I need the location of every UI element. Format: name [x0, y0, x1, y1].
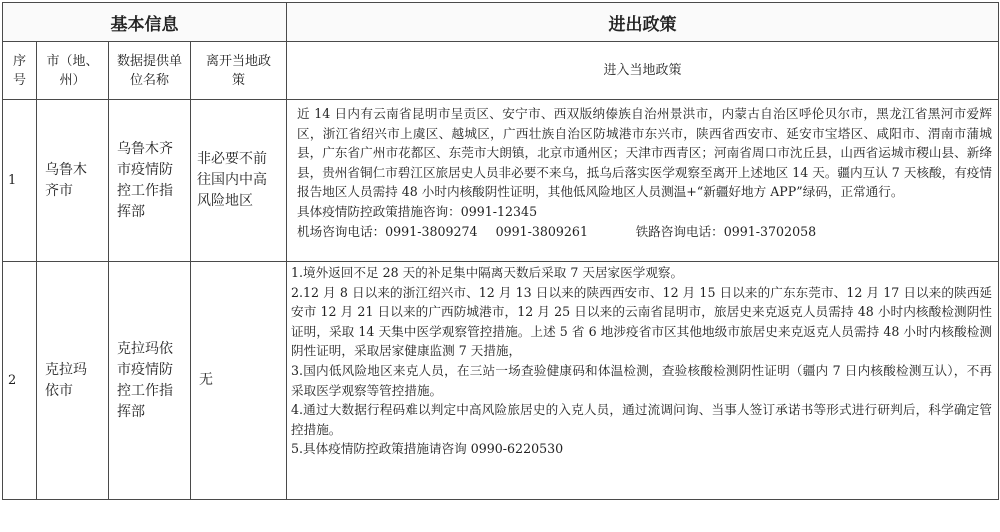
railway-phone: 铁路咨询电话：0991-3702058 [635, 223, 817, 239]
enter-policy-text: 近 14 日内有云南省昆明市呈贡区、安宁市、西双版纳傣族自治州景洪市，内蒙古自治区呼伦贝尔市，黑龙江省黑河市爱辉区，浙江省绍兴市上虞区、越城区，广西壮族自治区防城港市东兴市，陕西省西安市、延安市宝塔区、咸阳市、渭南市蒲城县，广东省广州市花都区、东莞市大朗镇，北京市通州区；天津市西青区；河南省周口市沈丘县，山西省运城市稷山县、新绛县，贵州省铜仁市碧江区旅居史人员非必要不来乌，抵乌后落实医学观察至离开上述地区 14 天。疆内互认 7 天核酸，有疫情报告地区人员需持 48 小时内核酸阴性证明，其他低风险地区人员测温+“新疆好地方 APP”绿码，正常通行。 [297, 106, 992, 200]
column-header-row [3, 42, 999, 100]
row-provider: 乌鲁木齐市疫情防控工作指挥部 [109, 100, 191, 262]
policy-table [2, 2, 999, 500]
row-seq: 1 [3, 100, 37, 262]
row-provider: 克拉玛依市疫情防控工作指挥部 [109, 262, 191, 500]
table-row [3, 262, 999, 500]
policy-header: 进出政策 [287, 3, 999, 42]
row-enter-policy [287, 100, 999, 262]
enter-item: 3.国内低风险地区来克人员，在三站一场查验健康码和体温检测，查验核酸检测阴性证明（疆内 7 日内核酸检测互认），不再采取医学观察等管控措施。 [291, 362, 992, 398]
enter-item: 2.12 月 8 日以来的浙江绍兴市、12 月 13 日以来的陕西西安市、12 月 15 日以来的广东东莞市、12 月 17 日以来的陕西延安市 12 月 21 日以来的广西防城港市，12 月 25 日以来的云南省昆明市，旅居史来克返克人员需持 48 小时内核酸检测阴性证明，采取 14 天集中医学观察管控措施。上述 5 省 6 地涉疫省市区其他地级市旅居史来克返克人员需持 48 小时内核酸检测阴性证明，采取居家健康监测 7 天措施， [291, 284, 992, 359]
col-city: 市（地、州） [37, 42, 109, 100]
table-header-row [3, 3, 999, 42]
airport-phone: 机场咨询电话：0991-3809274 [297, 223, 478, 239]
row-seq: 2 [3, 262, 37, 500]
col-seq: 序号 [3, 42, 37, 100]
consult-line: 具体疫情防控政策措施咨询：0991-12345 [297, 203, 538, 219]
contact-line [297, 222, 992, 242]
row-city: 乌鲁木齐市 [37, 100, 109, 262]
col-leave-policy: 离开当地政策 [191, 42, 287, 100]
airport-phone-2: 0991-3809261 [495, 223, 588, 239]
basic-info-header: 基本信息 [3, 3, 287, 42]
enter-item: 1.境外返回不足 28 天的补足集中隔离天数后采取 7 天居家医学观察。 [291, 265, 684, 280]
col-provider: 数据提供单位名称 [109, 42, 191, 100]
policy-table-page [2, 2, 998, 500]
col-enter-policy: 进入当地政策 [287, 42, 999, 100]
row-enter-policy [287, 262, 999, 500]
row-leave-policy: 非必要不前往国内中高风险地区 [191, 100, 287, 262]
row-city: 克拉玛依市 [37, 262, 109, 500]
enter-item: 4.通过大数据行程码难以判定中高风险旅居史的入克人员，通过流调问询、当事人签订承诺书等形式进行研判后，科学确定管控措施。 [291, 402, 992, 437]
table-row [3, 100, 999, 262]
row-leave-policy: 无 [191, 262, 287, 500]
enter-item: 5.具体疫情防控政策措施请咨询 0990-6220530 [291, 441, 564, 457]
